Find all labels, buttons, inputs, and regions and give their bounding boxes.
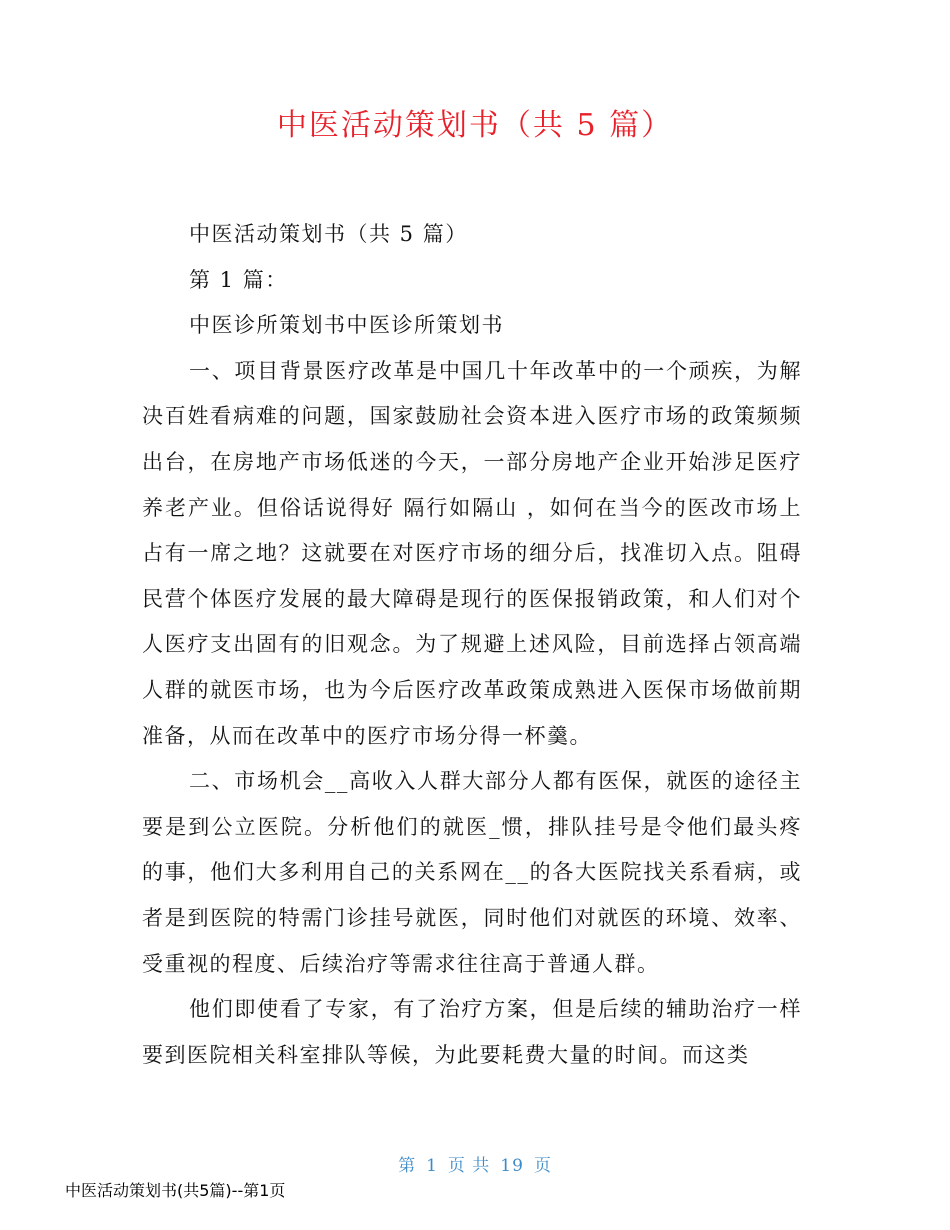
page-number-prefix: 第 [398,1156,417,1176]
document-title: 中医活动策划书（共 5 篇） [276,108,674,143]
page-number-suffix: 页 [533,1156,552,1176]
page-number [0,1151,950,1176]
paragraph-market-opportunity: 二、市场机会__高收入人群大部分人都有医保，就医的途径主要是到公立医院。分析他们的就医_惯，排队挂号是令他们最头疼的事，他们大多利用自己的关系网在__的各大医院找关系看病，或者是到医院的特需门诊挂号就医，同时他们对就医的环境、效率、受重视的程度、后续治疗等需求往往高于普通人群。 [142,769,802,976]
page-number-middle: 页 共 [447,1156,491,1176]
paragraph-project-background: 一、项目背景医疗改革是中国几十年改革中的一个顽疾，为解决百姓看病难的问题，国家鼓励社会资本进入医疗市场的政策频频出台，在房地产市场低迷的今天，一部分房地产企业开始涉足医疗养老产业。但俗话说得好 隔行如隔山 ，如何在当今的医改市场上占有一席之地？这就要在对医疗市场的细分后，找准切入点。阻碍民营个体医疗发展的最大障碍是现行的医保报销政策，和人们对个人医疗支出固有的旧观念。为了规避上述风险，目前选择占领高端人群的就医市场，也为今后医疗改革政策成熟进入医保市场做前期准备，从而在改革中的医疗市场分得一杯羹。 [142,358,802,748]
paragraph-continuation: 他们即使看了专家，有了治疗方案，但是后续的辅助治疗一样要到医院相关科室排队等候，为此要耗费大量的时间。而这类 [142,997,802,1067]
page-number-current: 1 [426,1156,438,1176]
page-number-total: 19 [500,1156,524,1176]
paragraph-subtitle: 中医诊所策划书中医诊所策划书 [189,313,504,338]
footer-label: 中医活动策划书(共5篇)--第1页 [65,1181,286,1200]
paragraph-heading: 中医活动策划书（共 5 篇） [189,222,468,246]
paragraph-section-label: 第 1 篇： [189,267,288,292]
document-body [142,212,802,1078]
